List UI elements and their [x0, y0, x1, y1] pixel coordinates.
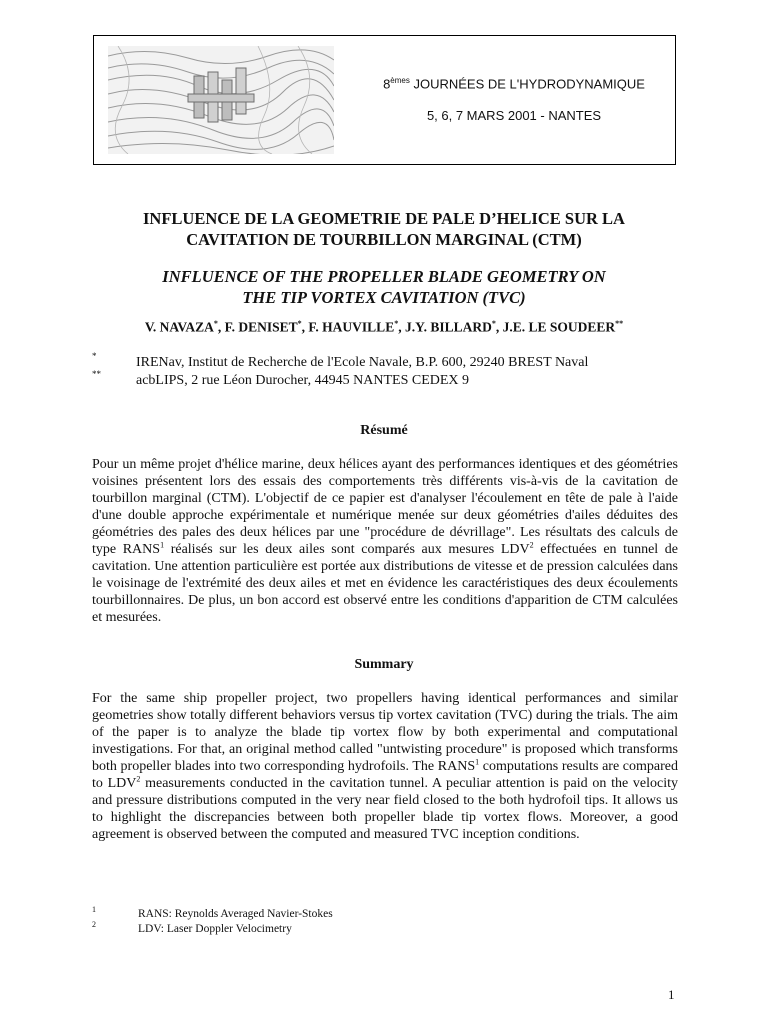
resume-paragraph: Pour un même projet d'hélice marine, deux hélices ayant des performances identiques et des géométries voisines présentent lors des essais des comportements très différents vis-à-vis de la cavitation de tourbillon marginal (CTM). L'objectif de ce papier est d'analyser l'écoulement en tête de pale à l'aide d'une double approche expérimentale et numérique menée sur deux géométries d'ailes déduites des géométries des pales des deux hélices par une "procédure de dévrillage". Les résultats des calculs de type RANS$^1$ réalisés sur les deux ailes sont comparés aux mesures LDV$^2$ effectuées en tunnel de cavitation. Une attention particulière est portée aux distributions de vitesse et de pression calculées dans le voisinage de l'extrémité des deux ailes et met en évidence les caractéristiques des deux écoulements tourbillonnaires. De plus, un bon accord est observé entre les conditions d'apparition de CTM calculées et mesurées.: [92, 457, 678, 625]
author-name: F. DENISET: [224, 319, 298, 335]
author-name: V. NAVAZA: [144, 319, 214, 335]
conference-date: 5, 6, 7 MARS 2001 - NANTES: [426, 108, 602, 123]
title-french: INFLUENCE DE LA GEOMETRIE DE PALE D’HELICE SUR LA CAVITATION DE TOURBILLON MARGINAL (CTM): [143, 209, 625, 249]
author-name: F. HAUVILLE: [308, 319, 395, 335]
author-list: V. NAVAZA*, F. DENISET*, F. HAUVILLE*, J.Y. BILLARD*, J.E. LE SOUDEER**: [144, 319, 624, 335]
resume-heading: Résumé: [360, 423, 408, 438]
author-name: J.E. LE SOUDEER: [502, 319, 616, 335]
title-english: INFLUENCE OF THE PROPELLER BLADE GEOMETRY ON THE TIP VORTEX CAVITATION (TVC): [162, 267, 606, 307]
conference-header: [93, 35, 676, 165]
author-name: J.Y. BILLARD: [404, 319, 492, 335]
page-number: 1: [668, 987, 675, 1002]
summary-paragraph: For the same ship propeller project, two propellers having identical performances and similar geometries show totally different behaviors versus tip vortex cavitation (TVC) during the trials. The aim of the paper is to analyze the blade tip vortex flow by both experimental and computational investigations. For that, an original method called "untwisting procedure" is proposed which transforms both propeller blades into two corresponding hydrofoils. The RANS$^1$ computations results are compared to LDV$^2$ measurements conducted in the cavitation tunnel. A peculiar attention is paid on the velocity and pressure distributions computed in the very near field closed to the both hydrofoil tips. It allows us to highlight the discrepancies between both propeller blade tip vortex flows. Moreover, a good agreement is observed between the computed and measured TVC inception conditions.: [92, 691, 679, 842]
conference-logo: [108, 46, 334, 154]
conference-name: 8èmes JOURNÉES DE L'HYDRODYNAMIQUE: [383, 76, 645, 92]
summary-heading: Summary: [354, 657, 414, 672]
